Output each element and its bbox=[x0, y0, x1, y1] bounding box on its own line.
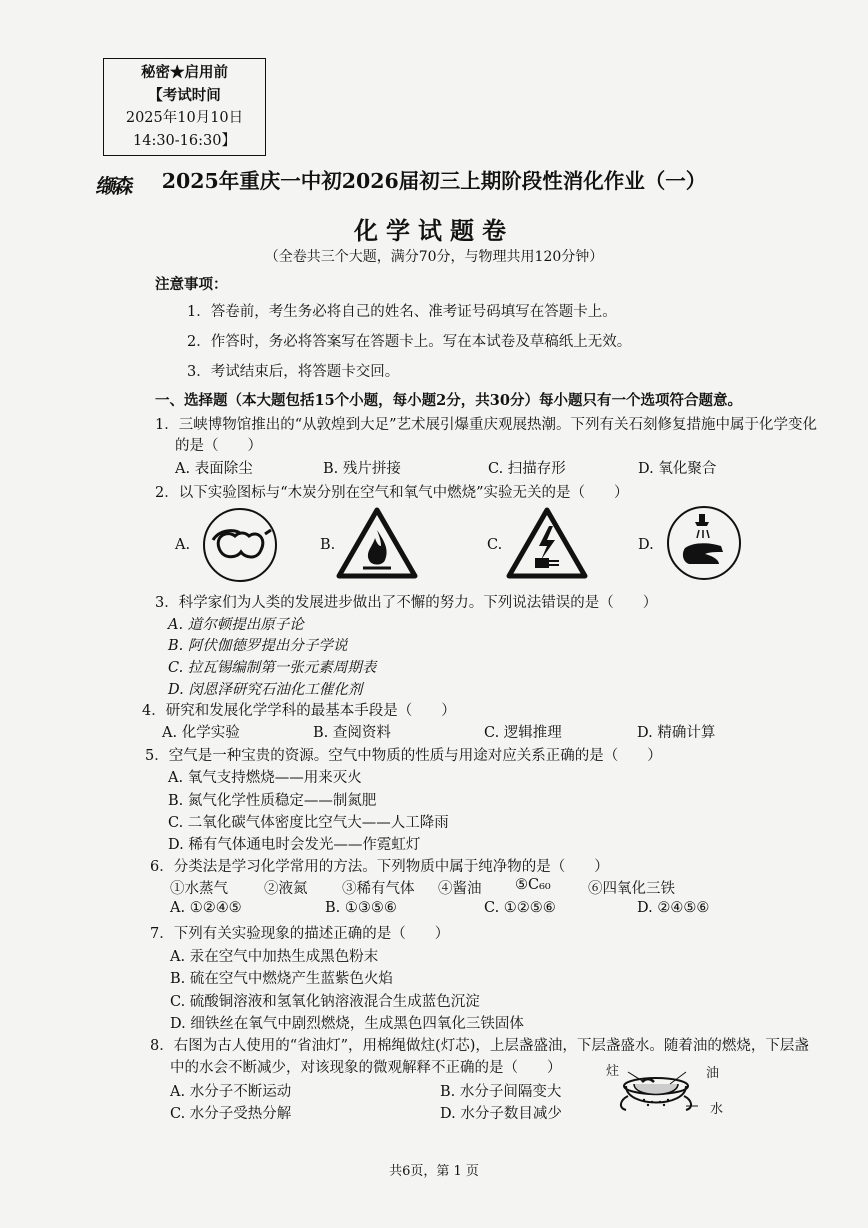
q5-option-d: D. 稀有气体通电时会发光——作霓虹灯 bbox=[168, 837, 421, 853]
electric-warning-icon bbox=[505, 506, 589, 586]
school-logo: 缬森 bbox=[94, 174, 133, 198]
goggles-icon bbox=[203, 508, 277, 582]
q4-option-c: C. 逻辑推理 bbox=[484, 725, 562, 741]
q6-item: ①水蒸气 bbox=[170, 881, 228, 897]
note-item: 3．考试结束后，将答题卡交回。 bbox=[187, 364, 400, 380]
lamp-label-water: 水 bbox=[710, 1102, 724, 1117]
q1-option-b: B. 残片拼接 bbox=[323, 461, 401, 477]
q8-option-b: B. 水分子间隔变大 bbox=[440, 1084, 562, 1100]
q8-option-d: D. 水分子数目减少 bbox=[440, 1106, 562, 1122]
q7-option-c: C. 硫酸铜溶液和氢氧化钠溶液混合生成蓝色沉淀 bbox=[170, 994, 480, 1010]
note-item: 1．答卷前，考生务必将自己的姓名、准考证号码填写在答题卡上。 bbox=[187, 304, 617, 320]
exam-meta: （全卷共三个大题，满分70分，与物理共用120分钟） bbox=[264, 249, 604, 265]
q2-option-a: A. bbox=[175, 537, 191, 553]
q4-stem: 4．研究和发展化学学科的最基本手段是（ ） bbox=[142, 703, 456, 719]
q3-option-c: C. 拉瓦锡编制第一张元素周期表 bbox=[168, 660, 377, 676]
q8-option-a: A. 水分子不断运动 bbox=[170, 1084, 292, 1100]
q6-item: ⑤C₆₀ bbox=[515, 877, 551, 893]
q7-option-d: D. 细铁丝在氧气中剧烈燃烧，生成黑色四氧化三铁固体 bbox=[170, 1016, 524, 1032]
q4-option-d: D. 精确计算 bbox=[637, 725, 716, 741]
q1-stem-cont: 的是（ ） bbox=[175, 438, 262, 454]
section1-heading: 一、选择题（本大题包括15个小题，每小题2分，共30分）每小题只有一个选项符合题意。 bbox=[155, 392, 742, 409]
exam-subtitle: 化学试题卷 bbox=[354, 216, 514, 245]
q3-stem: 3．科学家们为人类的发展进步做出了不懈的努力。下列说法错误的是（ ） bbox=[155, 595, 658, 611]
q6-item: ⑥四氧化三铁 bbox=[588, 881, 675, 897]
q6-item: ④酱油 bbox=[438, 881, 482, 897]
q2-option-c: C. bbox=[487, 537, 503, 553]
exam-hours: 14:30-16:30】 bbox=[133, 133, 236, 149]
q4-option-b: B. 查阅资料 bbox=[313, 725, 391, 741]
q6-item: ③稀有气体 bbox=[342, 881, 415, 897]
page-footer: 共6页，第 1 页 bbox=[389, 1164, 479, 1179]
q2-stem: 2．以下实验图标与“木炭分别在空气和氧气中燃烧”实验无关的是（ ） bbox=[155, 485, 629, 501]
q6-stem: 6．分类法是学习化学常用的方法。下列物质中属于纯净物的是（ ） bbox=[150, 859, 609, 875]
q5-stem: 5．空气是一种宝贵的资源。空气中物质的性质与用途对应关系正确的是（ ） bbox=[145, 748, 662, 764]
q3-option-a: A. 道尔顿提出原子论 bbox=[168, 617, 304, 633]
q6-option-a: A. ①②④⑤ bbox=[170, 900, 242, 916]
q2-option-d: D. bbox=[638, 537, 654, 553]
q3-option-b: B. 阿伏伽德罗提出分子学说 bbox=[168, 638, 348, 654]
note-item: 2．作答时，务必将答案写在答题卡上。写在本试卷及草稿纸上无效。 bbox=[187, 334, 632, 350]
q5-option-a: A. 氧气支持燃烧——用来灭火 bbox=[168, 770, 362, 786]
q7-stem: 7．下列有关实验现象的描述正确的是（ ） bbox=[150, 926, 450, 942]
exam-time-label: 【考试时间 bbox=[148, 87, 221, 104]
q8-option-c: C. 水分子受热分解 bbox=[170, 1106, 292, 1122]
exam-title: 2025年重庆一中初2026届初三上期阶段性消化作业（一） bbox=[161, 169, 707, 193]
q5-option-c: C. 二氧化碳气体密度比空气大——人工降雨 bbox=[168, 815, 449, 831]
q3-option-d: D. 闵恩泽研究石油化工催化剂 bbox=[168, 682, 363, 698]
lamp-label-wick: 炷 bbox=[606, 1064, 620, 1079]
q8-stem-cont: 中的水会不断减少，对该现象的微观解释不正确的是（ ） bbox=[170, 1060, 562, 1076]
confidential-box bbox=[103, 58, 266, 156]
handwash-icon bbox=[667, 506, 741, 580]
q1-option-d: D. 氧化聚合 bbox=[638, 461, 717, 477]
q1-option-a: A. 表面除尘 bbox=[175, 461, 253, 477]
q6-option-b: B. ①③⑤⑥ bbox=[325, 900, 397, 916]
q6-option-c: C. ①②⑤⑥ bbox=[484, 900, 556, 916]
q7-option-b: B. 硫在空气中燃烧产生蓝紫色火焰 bbox=[170, 971, 393, 987]
q1-stem: 1．三峡博物馆推出的“从敦煌到大足”艺术展引爆重庆观展热潮。下列有关石刻修复措施中属于化学变化 bbox=[155, 417, 818, 433]
q5-option-b: B. 氮气化学性质稳定——制氮肥 bbox=[168, 793, 377, 809]
q6-option-d: D. ②④⑤⑥ bbox=[637, 900, 710, 916]
q2-option-b: B. bbox=[320, 537, 336, 553]
secret-label: 秘密★启用前 bbox=[141, 64, 228, 81]
notes-heading: 注意事项： bbox=[155, 276, 228, 293]
lamp-label-oil: 油 bbox=[706, 1066, 720, 1081]
exam-date: 2025年10月10日 bbox=[125, 110, 244, 126]
q7-option-a: A. 汞在空气中加热生成黑色粉末 bbox=[170, 949, 379, 965]
flame-warning-icon bbox=[335, 506, 419, 586]
q6-item: ②液氮 bbox=[264, 881, 308, 897]
q8-stem: 8．右图为古人使用的“省油灯”，用棉绳做炷(灯芯)，上层盏盛油，下层盏盛水。随着油的燃烧，下层盏 bbox=[150, 1038, 809, 1054]
q4-option-a: A. 化学实验 bbox=[162, 725, 240, 741]
q1-option-c: C. 扫描存形 bbox=[488, 461, 566, 477]
